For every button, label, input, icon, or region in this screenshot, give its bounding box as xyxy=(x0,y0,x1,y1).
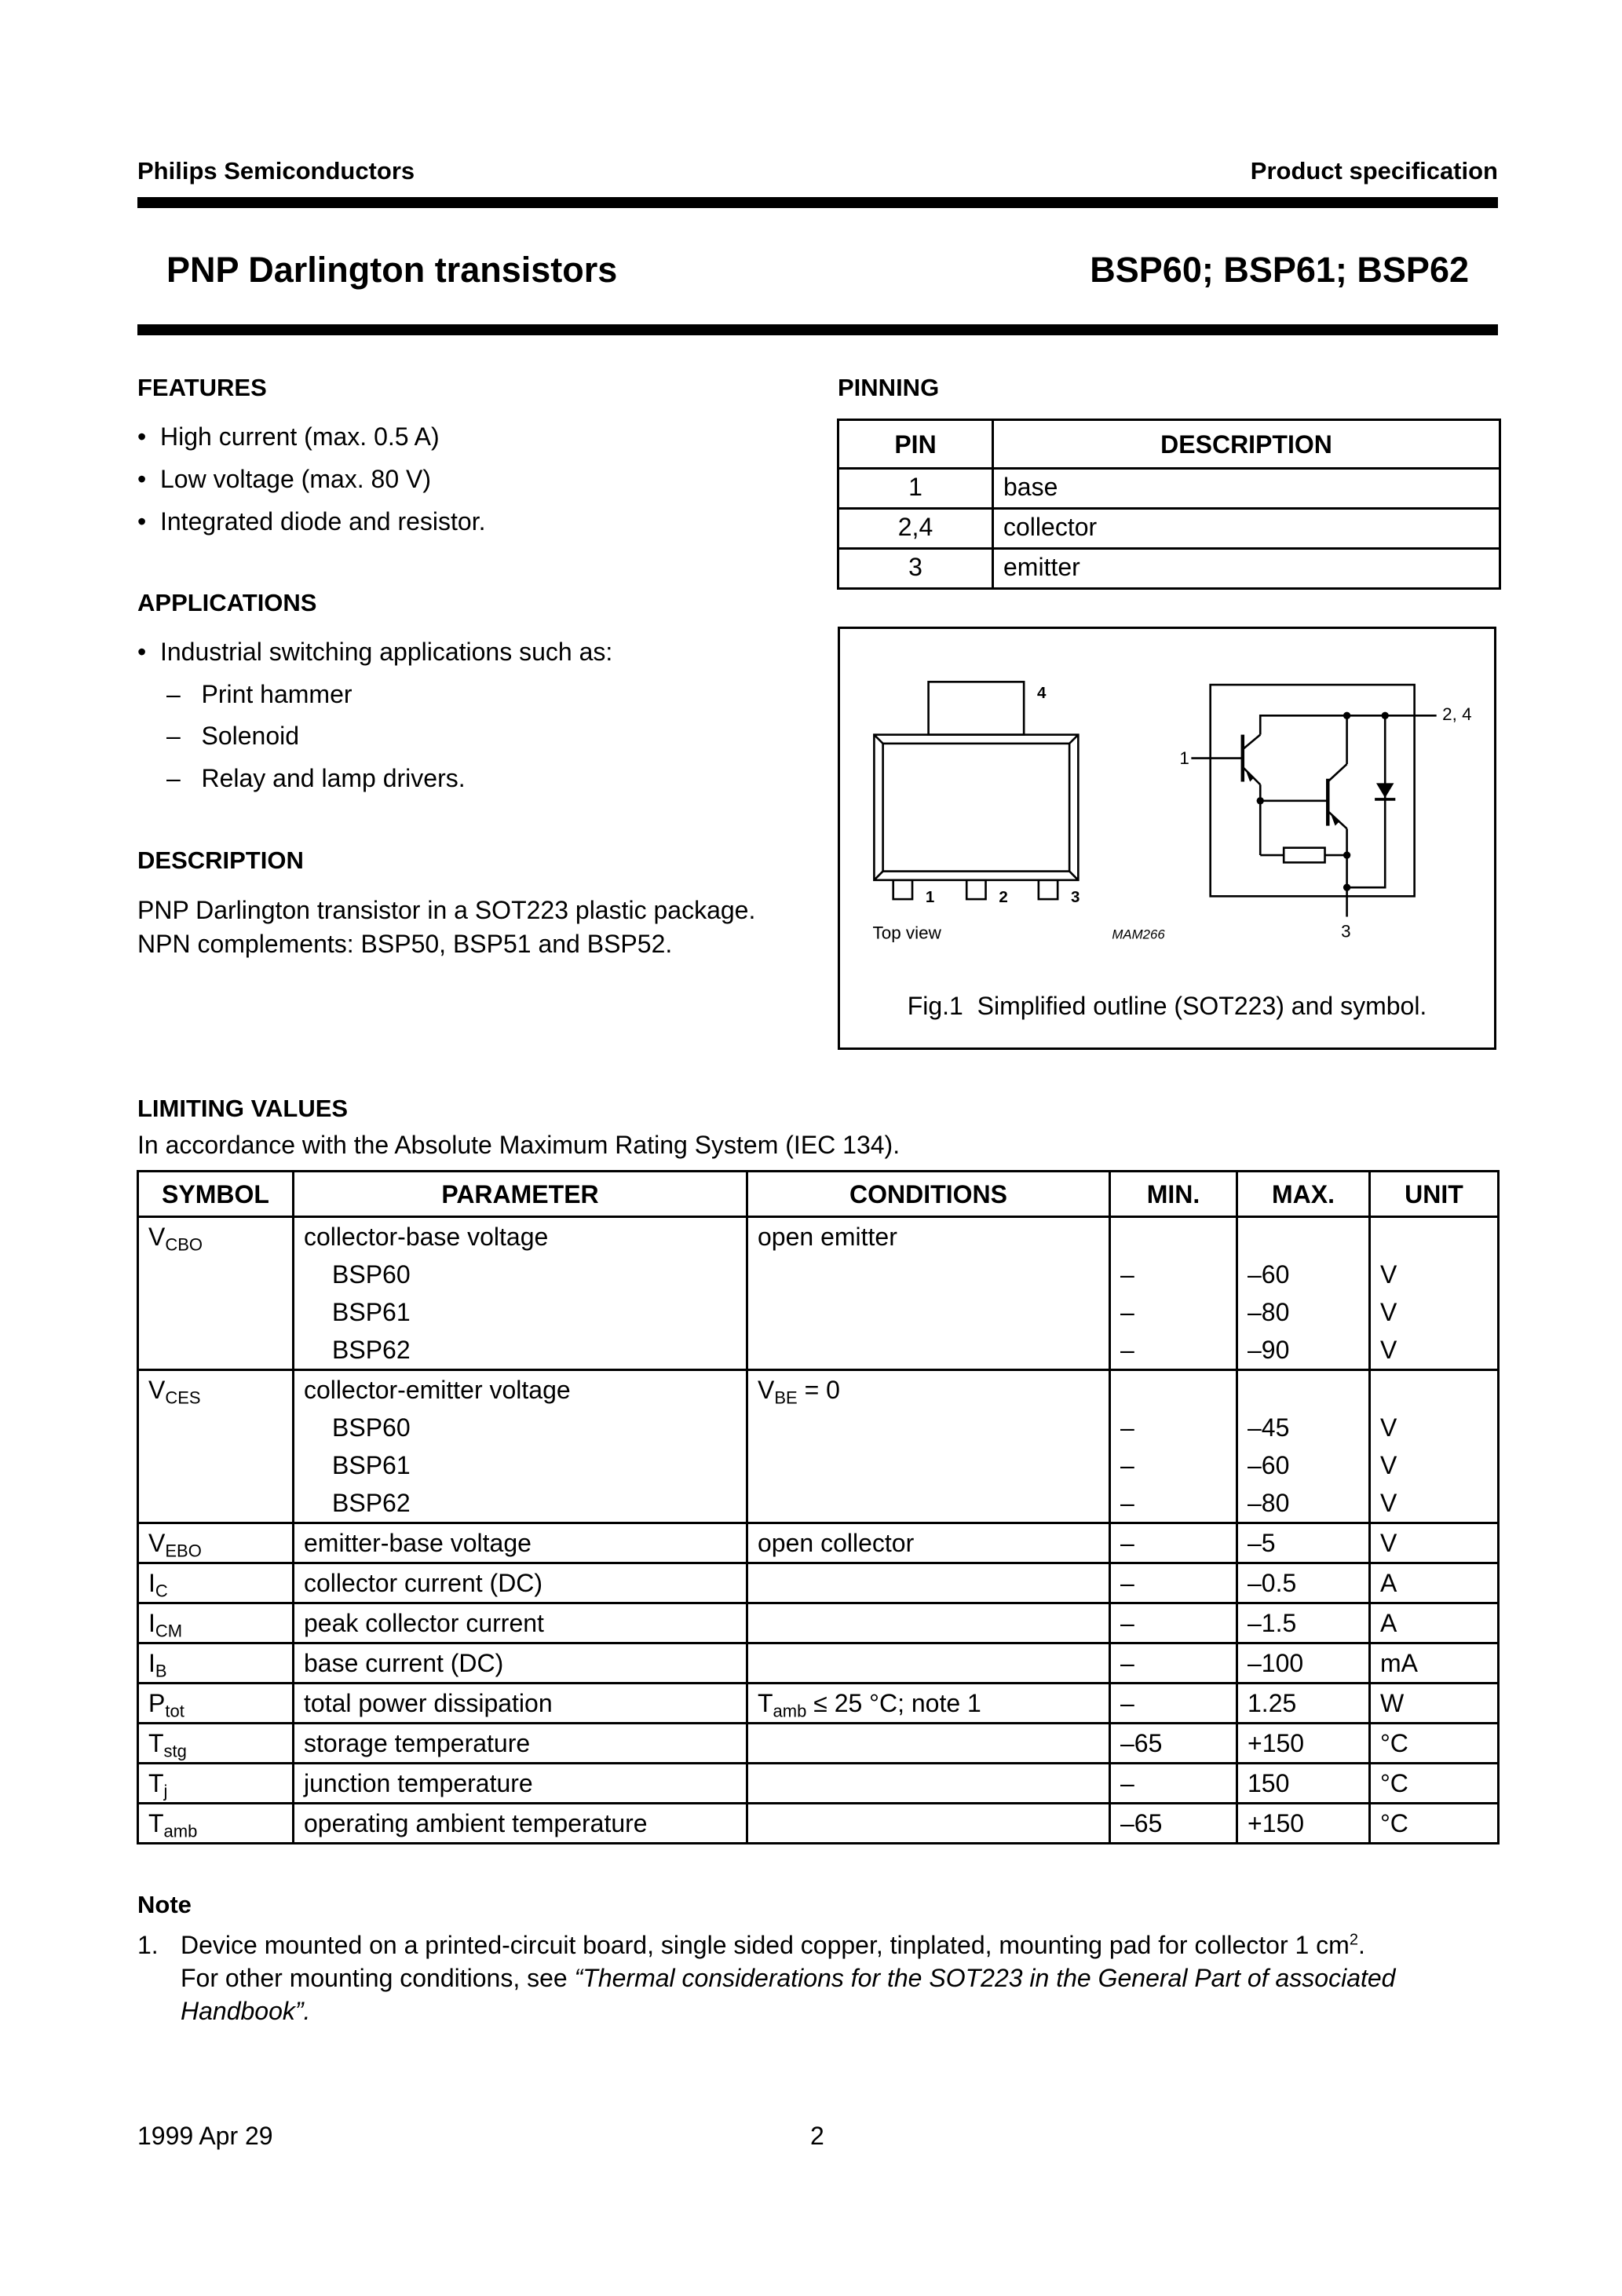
symbol-subscript: CBO xyxy=(165,1234,203,1255)
symbol-text: I xyxy=(148,1649,155,1677)
subitem-text: Print hammer xyxy=(201,680,353,708)
parameter-cell: collector current (DC) xyxy=(294,1563,747,1603)
condition-subscript: BE xyxy=(774,1387,798,1408)
conditions-cell xyxy=(747,1804,1110,1844)
col-unit: UNIT xyxy=(1370,1172,1499,1217)
min-cell: –65 xyxy=(1110,1724,1237,1764)
parameter-cell: collector-emitter voltage xyxy=(294,1370,747,1409)
table-row xyxy=(138,1804,1499,1844)
symbol-cell xyxy=(138,1804,294,1844)
table-row xyxy=(138,1446,1499,1484)
unit-cell: V xyxy=(1370,1293,1499,1331)
application-subitem: – Relay and lamp drivers. xyxy=(166,764,466,792)
header-rule xyxy=(137,197,1498,208)
max-cell: –45 xyxy=(1237,1409,1370,1446)
unit-cell: A xyxy=(1370,1603,1499,1643)
unit-cell: V xyxy=(1370,1446,1499,1484)
min-cell: – xyxy=(1110,1603,1237,1643)
subitem-text: Solenoid xyxy=(201,722,300,750)
unit-cell: A xyxy=(1370,1563,1499,1603)
min-cell: – xyxy=(1110,1409,1237,1446)
conditions-cell xyxy=(747,1764,1110,1804)
min-cell: – xyxy=(1110,1684,1237,1724)
page-title: PNP Darlington transistors xyxy=(166,250,618,290)
max-cell: +150 xyxy=(1237,1724,1370,1764)
feature-text: Integrated diode and resistor. xyxy=(159,507,486,536)
min-cell: – xyxy=(1110,1331,1237,1370)
symbol-cell xyxy=(138,1563,294,1603)
conditions-cell xyxy=(747,1446,1110,1484)
symbol-base-label: 1 xyxy=(1179,748,1189,769)
symbol-cell xyxy=(138,1484,294,1523)
note-text: For other mounting conditions, see xyxy=(181,1964,575,1992)
symbol-cell xyxy=(138,1523,294,1563)
lead-2 xyxy=(966,880,985,899)
symbol-subscript: CES xyxy=(165,1387,201,1408)
max-cell: –100 xyxy=(1237,1643,1370,1684)
symbol-text: V xyxy=(148,1223,166,1251)
symbol-text: I xyxy=(148,1609,155,1637)
pin-label: 2 xyxy=(999,887,1008,906)
symbol-cell xyxy=(138,1217,294,1256)
note-line-1 xyxy=(181,1931,1365,1960)
note-line-3: Handbook”. xyxy=(181,1997,311,2025)
limiting-heading: LIMITING VALUES xyxy=(137,1095,349,1122)
symbol-cell xyxy=(138,1256,294,1293)
conditions-cell xyxy=(747,1331,1110,1370)
package-body xyxy=(874,735,1078,880)
top-view-label: Top view xyxy=(872,923,941,943)
col-symbol: SYMBOL xyxy=(138,1172,294,1217)
unit-cell: V xyxy=(1370,1523,1499,1563)
table-row xyxy=(838,509,1500,549)
conditions-cell xyxy=(747,1293,1110,1331)
pin-description: emitter xyxy=(993,549,1500,589)
unit-cell: mA xyxy=(1370,1643,1499,1684)
min-cell: – xyxy=(1110,1643,1237,1684)
min-cell: – xyxy=(1110,1293,1237,1331)
symbol-text: V xyxy=(148,1529,166,1557)
min-cell: – xyxy=(1110,1446,1237,1484)
table-row xyxy=(838,469,1500,509)
symbol-subscript: CM xyxy=(155,1621,183,1641)
table-row xyxy=(138,1684,1499,1724)
note-text: Device mounted on a printed-circuit board, single sided copper, tinplated, mounting pad for collector 1 cm xyxy=(181,1931,1350,1959)
conditions-cell xyxy=(747,1603,1110,1643)
symbol-cell xyxy=(138,1603,294,1643)
symbol-text: T xyxy=(148,1729,164,1757)
table-row xyxy=(138,1409,1499,1446)
parameter-cell: storage temperature xyxy=(294,1724,747,1764)
table-row xyxy=(138,1331,1499,1370)
min-cell xyxy=(1110,1370,1237,1409)
condition-text: open emitter xyxy=(758,1223,897,1251)
symbol-collector-label: 2, 4 xyxy=(1442,704,1472,724)
unit-cell: V xyxy=(1370,1409,1499,1446)
doc-type: Product specification xyxy=(1250,157,1498,185)
symbol-subscript: amb xyxy=(163,1821,198,1841)
unit-cell: V xyxy=(1370,1256,1499,1293)
symbol-subscript: C xyxy=(155,1581,168,1601)
parameter-cell: peak collector current xyxy=(294,1603,747,1643)
unit-cell: W xyxy=(1370,1684,1499,1724)
min-cell: –65 xyxy=(1110,1804,1237,1844)
pin-label: 1 xyxy=(925,887,935,906)
conditions-cell xyxy=(747,1409,1110,1446)
description-line: NPN complements: BSP50, BSP51 and BSP52. xyxy=(137,930,673,958)
min-cell xyxy=(1110,1217,1237,1256)
pinning-heading: PINNING xyxy=(838,374,940,401)
lead-1 xyxy=(893,880,912,899)
col-pin: PIN xyxy=(838,420,993,469)
parameter-cell: collector-base voltage xyxy=(294,1217,747,1256)
description-line: PNP Darlington transistor in a SOT223 plastic package. xyxy=(137,896,756,924)
company-name: Philips Semiconductors xyxy=(137,157,415,185)
note-superscript: 2 xyxy=(1349,1931,1358,1949)
unit-cell: °C xyxy=(1370,1804,1499,1844)
table-row xyxy=(138,1724,1499,1764)
pin-description: base xyxy=(993,469,1500,509)
max-cell: –5 xyxy=(1237,1523,1370,1563)
symbol-cell xyxy=(138,1724,294,1764)
parameter-cell: total power dissipation xyxy=(294,1684,747,1724)
condition-text: open collector xyxy=(758,1529,915,1557)
description-heading: DESCRIPTION xyxy=(137,846,304,874)
conditions-cell xyxy=(747,1523,1110,1563)
conditions-cell xyxy=(747,1256,1110,1293)
symbol-subscript: stg xyxy=(163,1741,187,1761)
feature-item: • High current (max. 0.5 A) xyxy=(137,422,440,451)
table-row xyxy=(138,1370,1499,1409)
symbol-text: I xyxy=(148,1569,155,1597)
conditions-cell xyxy=(747,1563,1110,1603)
package-tab xyxy=(929,682,1025,734)
applications-heading: APPLICATIONS xyxy=(137,589,317,616)
condition-text: T xyxy=(758,1689,773,1717)
max-cell: –90 xyxy=(1237,1331,1370,1370)
col-description: DESCRIPTION xyxy=(993,420,1500,469)
max-cell: –1.5 xyxy=(1237,1603,1370,1643)
max-cell: 1.25 xyxy=(1237,1684,1370,1724)
max-cell: +150 xyxy=(1237,1804,1370,1844)
parameter-cell: BSP60 xyxy=(294,1409,747,1446)
table-row xyxy=(138,1563,1499,1603)
parameter-cell: BSP61 xyxy=(294,1293,747,1331)
condition-text: V xyxy=(758,1376,775,1404)
unit-cell: V xyxy=(1370,1331,1499,1370)
table-row xyxy=(138,1523,1499,1563)
symbol-subscript: B xyxy=(155,1661,167,1681)
unit-cell xyxy=(1370,1217,1499,1256)
symbol-subscript: EBO xyxy=(165,1541,202,1561)
application-subitem: – Print hammer xyxy=(166,680,353,708)
parameter-cell: BSP60 xyxy=(294,1256,747,1293)
parameter-cell: BSP62 xyxy=(294,1331,747,1370)
symbol-text: V xyxy=(148,1376,166,1404)
max-cell: –0.5 xyxy=(1237,1563,1370,1603)
unit-cell xyxy=(1370,1370,1499,1409)
parameter-cell: BSP62 xyxy=(294,1484,747,1523)
min-cell: – xyxy=(1110,1484,1237,1523)
unit-cell: °C xyxy=(1370,1764,1499,1804)
pin-number: 3 xyxy=(838,549,993,589)
conditions-cell xyxy=(747,1217,1110,1256)
unit-cell: °C xyxy=(1370,1724,1499,1764)
symbol-text: T xyxy=(148,1809,164,1837)
min-cell: – xyxy=(1110,1256,1237,1293)
min-cell: – xyxy=(1110,1523,1237,1563)
symbol-emitter-label: 3 xyxy=(1341,921,1351,941)
note-number: 1. xyxy=(137,1931,159,1959)
col-parameter: PARAMETER xyxy=(294,1172,747,1217)
features-heading: FEATURES xyxy=(137,374,267,401)
symbol-subscript: tot xyxy=(165,1701,184,1721)
feature-item: • Low voltage (max. 80 V) xyxy=(137,465,432,493)
table-row xyxy=(138,1484,1499,1523)
note-line-2 xyxy=(181,1964,1395,1993)
max-cell: –60 xyxy=(1237,1256,1370,1293)
subitem-text: Relay and lamp drivers. xyxy=(201,764,466,792)
col-conditions: CONDITIONS xyxy=(747,1172,1110,1217)
max-cell: –80 xyxy=(1237,1293,1370,1331)
conditions-cell xyxy=(747,1643,1110,1684)
application-subitem: – Solenoid xyxy=(166,722,300,750)
symbol-cell xyxy=(138,1370,294,1409)
footer-page-number: 2 xyxy=(810,2122,824,2150)
note-text: . xyxy=(1357,1931,1365,1959)
symbol-text: P xyxy=(148,1689,166,1717)
max-cell: –80 xyxy=(1237,1484,1370,1523)
feature-item: • Integrated diode and resistor. xyxy=(137,507,486,536)
table-row xyxy=(138,1293,1499,1331)
conditions-cell xyxy=(747,1724,1110,1764)
symbol-cell xyxy=(138,1446,294,1484)
part-numbers: BSP60; BSP61; BSP62 xyxy=(1090,250,1469,290)
parameter-cell: base current (DC) xyxy=(294,1643,747,1684)
sot223-diagram xyxy=(840,629,1494,1047)
symbol-subscript: j xyxy=(163,1781,168,1801)
symbol-cell xyxy=(138,1764,294,1804)
conditions-cell xyxy=(747,1684,1110,1724)
symbol-cell xyxy=(138,1684,294,1724)
table-row xyxy=(138,1603,1499,1643)
figure-caption: Fig.1 Simplified outline (SOT223) and symbol. xyxy=(907,992,1427,1020)
col-max: MAX. xyxy=(1237,1172,1370,1217)
note-reference: “Thermal considerations for the SOT223 in the General Part of associated xyxy=(574,1964,1396,1992)
title-rule xyxy=(137,324,1498,335)
table-row xyxy=(138,1643,1499,1684)
table-row xyxy=(138,1764,1499,1804)
table-row xyxy=(838,549,1500,589)
application-item: • Industrial switching applications such as: xyxy=(137,638,613,666)
symbol-cell xyxy=(138,1643,294,1684)
figure-code: MAM266 xyxy=(1112,927,1165,942)
conditions-cell xyxy=(747,1484,1110,1523)
max-cell: –60 xyxy=(1237,1446,1370,1484)
lead-3 xyxy=(1039,880,1058,899)
max-cell xyxy=(1237,1217,1370,1256)
symbol-cell xyxy=(138,1331,294,1370)
max-cell: 150 xyxy=(1237,1764,1370,1804)
feature-text: High current (max. 0.5 A) xyxy=(159,422,440,451)
unit-cell: V xyxy=(1370,1484,1499,1523)
pin-description: collector xyxy=(993,509,1500,549)
condition-text: ≤ 25 °C; note 1 xyxy=(806,1689,981,1717)
pinning-table xyxy=(837,419,1501,590)
symbol-cell xyxy=(138,1409,294,1446)
parameter-cell: operating ambient temperature xyxy=(294,1804,747,1844)
parameter-cell: BSP61 xyxy=(294,1446,747,1484)
max-cell xyxy=(1237,1370,1370,1409)
symbol-text: T xyxy=(148,1769,164,1797)
pin-number: 1 xyxy=(838,469,993,509)
feature-text: Low voltage (max. 80 V) xyxy=(159,465,432,493)
footer-date: 1999 Apr 29 xyxy=(137,2122,273,2150)
condition-text: = 0 xyxy=(797,1376,840,1404)
note-heading: Note xyxy=(137,1891,192,1918)
pin-label: 3 xyxy=(1071,887,1080,906)
parameter-cell: junction temperature xyxy=(294,1764,747,1804)
parameter-cell: emitter-base voltage xyxy=(294,1523,747,1563)
pin-number: 2,4 xyxy=(838,509,993,549)
col-min: MIN. xyxy=(1110,1172,1237,1217)
min-cell: – xyxy=(1110,1563,1237,1603)
table-row xyxy=(138,1256,1499,1293)
pin-label: 4 xyxy=(1036,683,1047,702)
limiting-values-table xyxy=(137,1170,1500,1844)
symbol-cell xyxy=(138,1293,294,1331)
condition-subscript: amb xyxy=(773,1701,807,1721)
application-text: Industrial switching applications such as: xyxy=(159,638,613,666)
min-cell: – xyxy=(1110,1764,1237,1804)
limiting-intro: In accordance with the Absolute Maximum Rating System (IEC 134). xyxy=(137,1131,901,1159)
table-row xyxy=(138,1217,1499,1256)
conditions-cell xyxy=(747,1370,1110,1409)
figure-box xyxy=(838,627,1496,1050)
